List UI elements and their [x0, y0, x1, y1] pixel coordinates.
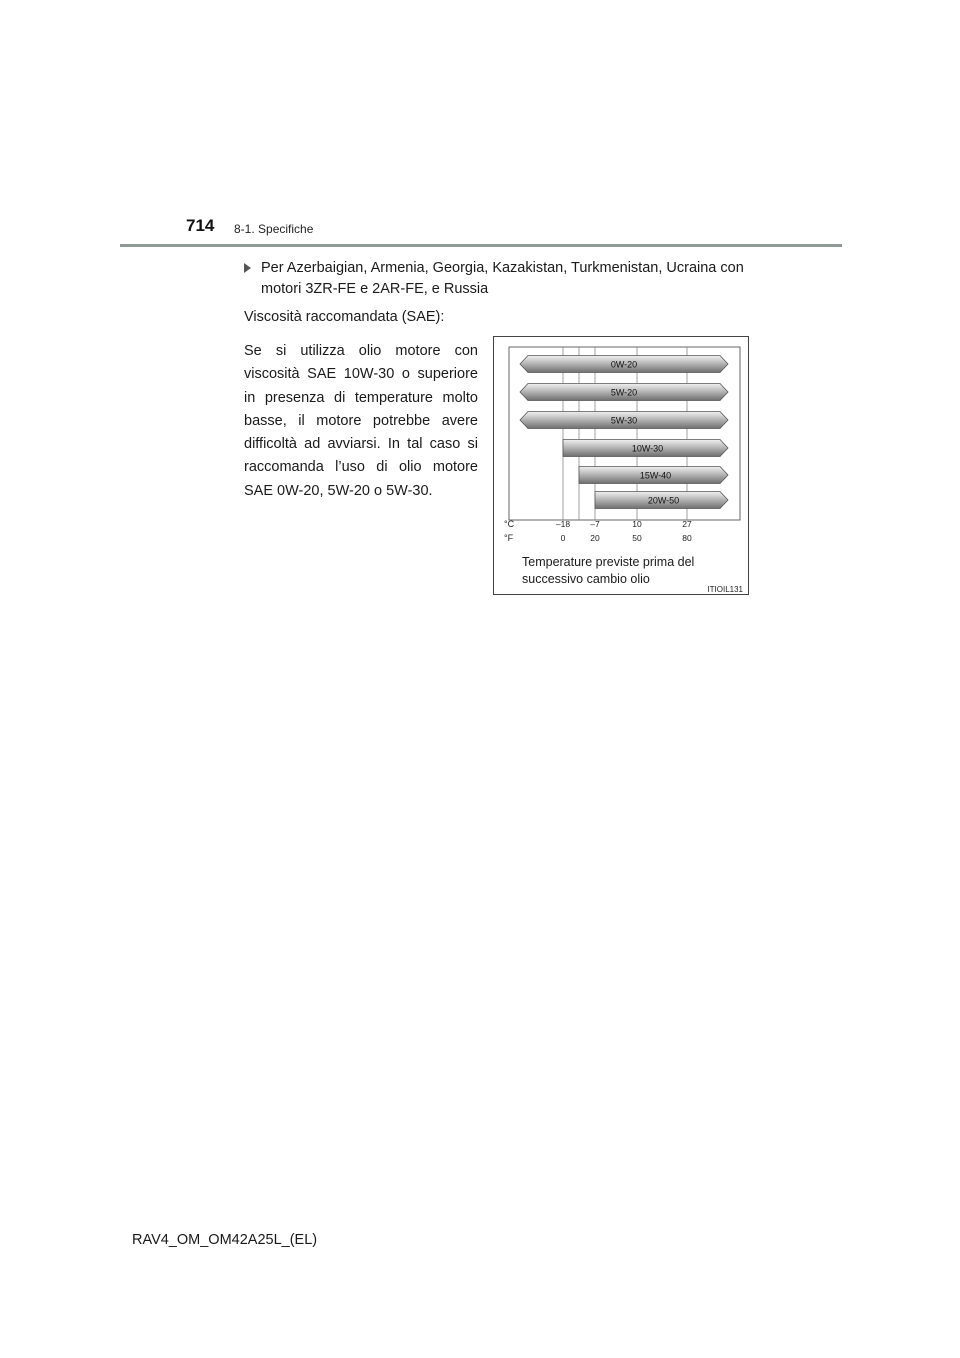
celsius-tick-label: 10 — [632, 519, 642, 529]
chart-caption-line-1: Temperature previste prima del — [522, 555, 695, 569]
viscosity-bar-label: 5W-30 — [610, 415, 638, 426]
figure-id: ITIOIL131 — [707, 585, 743, 594]
celsius-tick-label: –7 — [590, 519, 600, 529]
body-paragraph: Se si utilizza olio motore con viscosità SAE 10W-30 o superiore in presenza di temperature molto basse, il motore potrebbe avere difficoltà ad avviarsi. In tal caso si raccomanda l’uso di olio motore SAE 0W-20, 5W-20 o 5W-30. — [244, 343, 478, 499]
viscosity-bar-label: 10W-30 — [631, 443, 664, 454]
viscosity-bar-label: 0W-20 — [610, 359, 638, 370]
viscosity-chart-svg — [494, 337, 750, 596]
subheading: Viscosità raccomandata (SAE): — [244, 309, 445, 325]
triangle-bullet-icon — [244, 263, 251, 273]
viscosity-bar-label: 20W-50 — [647, 495, 680, 506]
footer-code: RAV4_OM_OM42A25L_(EL) — [132, 1232, 318, 1248]
bullet-text: Per Azerbaigian, Armenia, Georgia, Kazakistan, Turkmenistan, Ucraina con motori 3ZR-FE e 2AR-FE, e Russia — [261, 260, 744, 297]
fahrenheit-tick-label: 20 — [590, 533, 600, 543]
fahrenheit-tick-label: 0 — [560, 533, 566, 543]
header-rule — [120, 244, 842, 247]
viscosity-bar-label: 15W-40 — [639, 470, 672, 481]
celsius-tick-label: –18 — [555, 519, 571, 529]
section-title: 8-1. Specifiche — [234, 222, 314, 236]
celsius-unit-label: °C — [504, 519, 515, 529]
page-number: 714 — [186, 216, 215, 235]
fahrenheit-tick-label: 80 — [682, 533, 692, 543]
fahrenheit-unit-label: °F — [504, 533, 514, 543]
fahrenheit-tick-label: 50 — [632, 533, 642, 543]
viscosity-bar-label: 5W-20 — [610, 387, 638, 398]
bullet-item — [244, 258, 764, 300]
chart-caption-line-2: successivo cambio olio — [522, 572, 650, 586]
viscosity-chart — [493, 336, 749, 595]
celsius-tick-label: 27 — [682, 519, 692, 529]
